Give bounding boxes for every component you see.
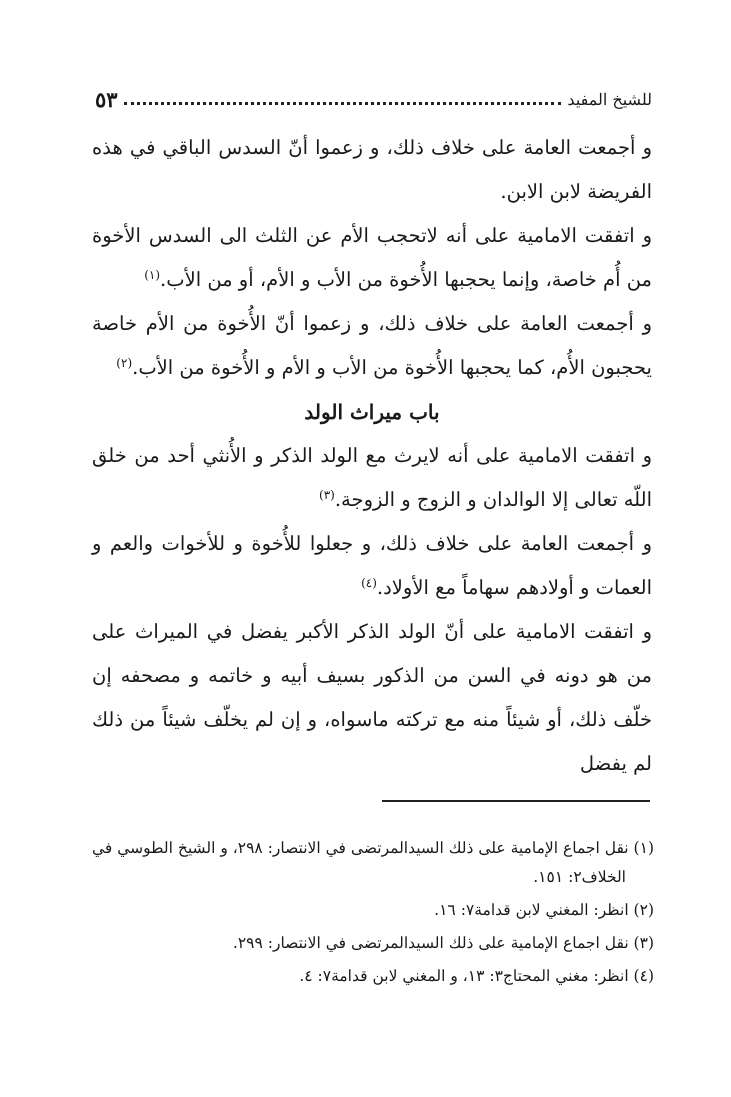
footnote-ref-1: (١) bbox=[144, 268, 161, 282]
paragraph-5: و أجمعت العامة على خلاف ذلك، و جعلوا للأُخوة و للأخوات والعم و العمات و أولادهم سهاماً مع الأولاد.$^{(٤)}$ bbox=[92, 532, 652, 599]
footnote-ref-4: (٤) bbox=[361, 576, 377, 590]
paragraph-3: و أجمعت العامة على خلاف ذلك، و زعموا أنّ الأُخوة من الأم خاصة يحجبون الأُم، كما يحجبها الأُخوة من الأب و الأم و الأُخوة من الأب.$^{(٢)}$ bbox=[92, 312, 652, 379]
footnote-ref-2: (٢) bbox=[116, 356, 133, 370]
paragraph-4: و اتفقت الامامية على أنه لايرث مع الولد الذكر و الأُنثي أحد من خلق اللّه تعالى إلا الوالدان و الزوج و الزوجة.$^{(٣)}$ bbox=[92, 444, 652, 511]
footnote-3: (٣) نقل اجماع الإمامية على ذلك السيدالمرتضى في الانتصار: ٢٩٩. bbox=[232, 934, 654, 952]
page-number: ٥٣ bbox=[95, 86, 118, 112]
footnote-4: (٤) انظر: مغني المحتاج٣: ١٣، و المغني لابن قدامة٧: ٤. bbox=[299, 967, 654, 985]
section-heading: باب ميراث الولد bbox=[304, 400, 440, 424]
footnotes bbox=[92, 834, 654, 995]
footnote-2: (٢) انظر: المغني لابن قدامة٧: ١٦. bbox=[434, 901, 654, 919]
body-text bbox=[92, 126, 652, 786]
paragraph-6: و اتفقت الامامية على أنّ الولد الذكر الأكبر يفضل في الميراث على من هو دونه في السن من الذكور بسيف أبيه و خاتمه و مصحفه إن خلّف ذلك، أو شيئاً منه مع تركته ماسواه، و إن لم يخلّف شيئاً من ذلك لم يفضل bbox=[92, 620, 652, 775]
footnote-ref-3: (٣) bbox=[319, 488, 335, 502]
footnote-separator bbox=[382, 800, 650, 802]
dotted-leader bbox=[124, 102, 562, 105]
paragraph-2: و اتفقت الامامية على أنه لاتحجب الأم عن الثلث الى السدس الأخوة من أُم خاصة، وإنما يحجبها الأُخوة من الأب و الأم، أو من الأب.$^{(١)}$ bbox=[92, 224, 652, 291]
page-header bbox=[95, 84, 652, 114]
running-title: للشيخ المفيد bbox=[567, 89, 652, 109]
footnote-1: (١) نقل اجماع الإمامية على ذلك السيدالمرتضى في الانتصار: ٢٩٨، و الشيخ الطوسي في الخلاف٢: ١٥١. bbox=[92, 839, 654, 886]
paragraph-1: و أجمعت العامة على خلاف ذلك، و زعموا أنّ السدس الباقي في هذه الفريضة لابن الابن. bbox=[92, 136, 652, 203]
